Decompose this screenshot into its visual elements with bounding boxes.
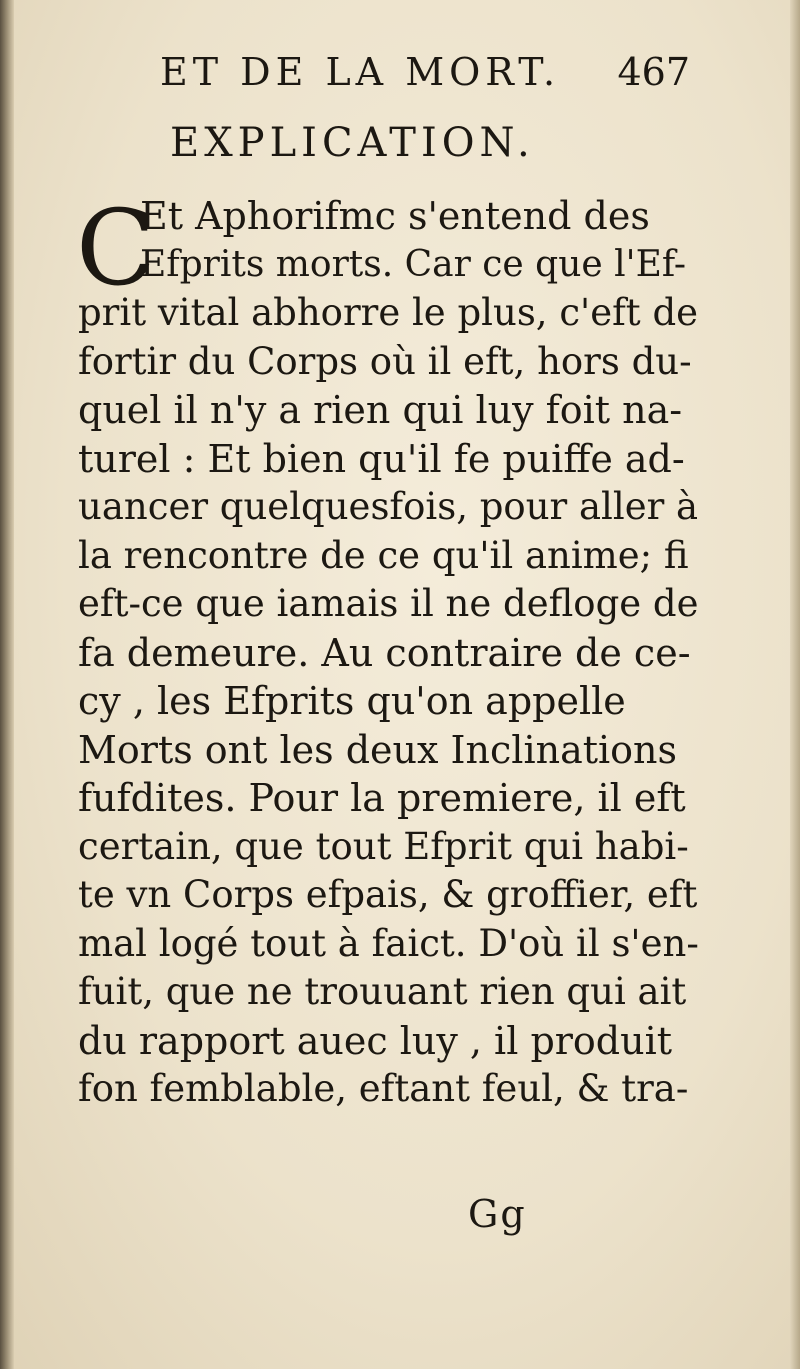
running-title: ET DE LA MORT.	[160, 50, 561, 94]
text-line: prit vital abhorre le plus, c'eft de	[78, 291, 699, 334]
text-line: fon femblable, eftant feul, & tra-	[78, 1067, 689, 1110]
text-line: turel : Et bien qu'il fe puiffe ad-	[78, 436, 685, 481]
text-line: certain, que tout Efprit qui habi-	[78, 824, 689, 868]
text-line: fuit, que ne trouuant rien qui ait	[78, 970, 687, 1013]
text-line: Morts ont les deux Inclinations	[78, 727, 678, 772]
text-line: quel il n'y a rien qui luy foit na-	[78, 388, 683, 432]
text-line: fufdites. Pour la premiere, il eft	[78, 776, 686, 820]
page-number: 467	[617, 50, 690, 94]
body-text	[76, 187, 699, 1114]
text-line: fortir du Corps où il eft, hors du-	[78, 339, 692, 383]
page-gutter	[0, 0, 14, 1369]
text-line: uancer quelquesfois, pour aller à	[78, 485, 699, 528]
text-line: mal logé tout à faict. D'où il s'en-	[78, 921, 699, 965]
text-line: te vn Corps efpais, & groffier, eft	[78, 873, 698, 916]
text-line: du rapport auec luy , il produit	[78, 1018, 673, 1063]
text-line: Efprits morts. Car ce que l'Ef-	[140, 243, 687, 285]
text-line: cy , les Efprits qu'on appelle	[78, 679, 626, 723]
section-heading: EXPLICATION.	[170, 120, 535, 166]
text-line: Et Aphorifmc s'entend des	[140, 194, 650, 238]
text-line: la rencontre de ce qu'il anime; fi	[78, 533, 689, 577]
text-line: eft-ce que iamais il ne defloge de	[78, 582, 699, 625]
text-line: fa demeure. Au contraire de ce-	[78, 630, 691, 675]
running-head	[160, 50, 690, 100]
signature-mark: Gg	[468, 1192, 527, 1236]
page-edge	[790, 0, 800, 1369]
drop-cap: C	[76, 187, 156, 309]
